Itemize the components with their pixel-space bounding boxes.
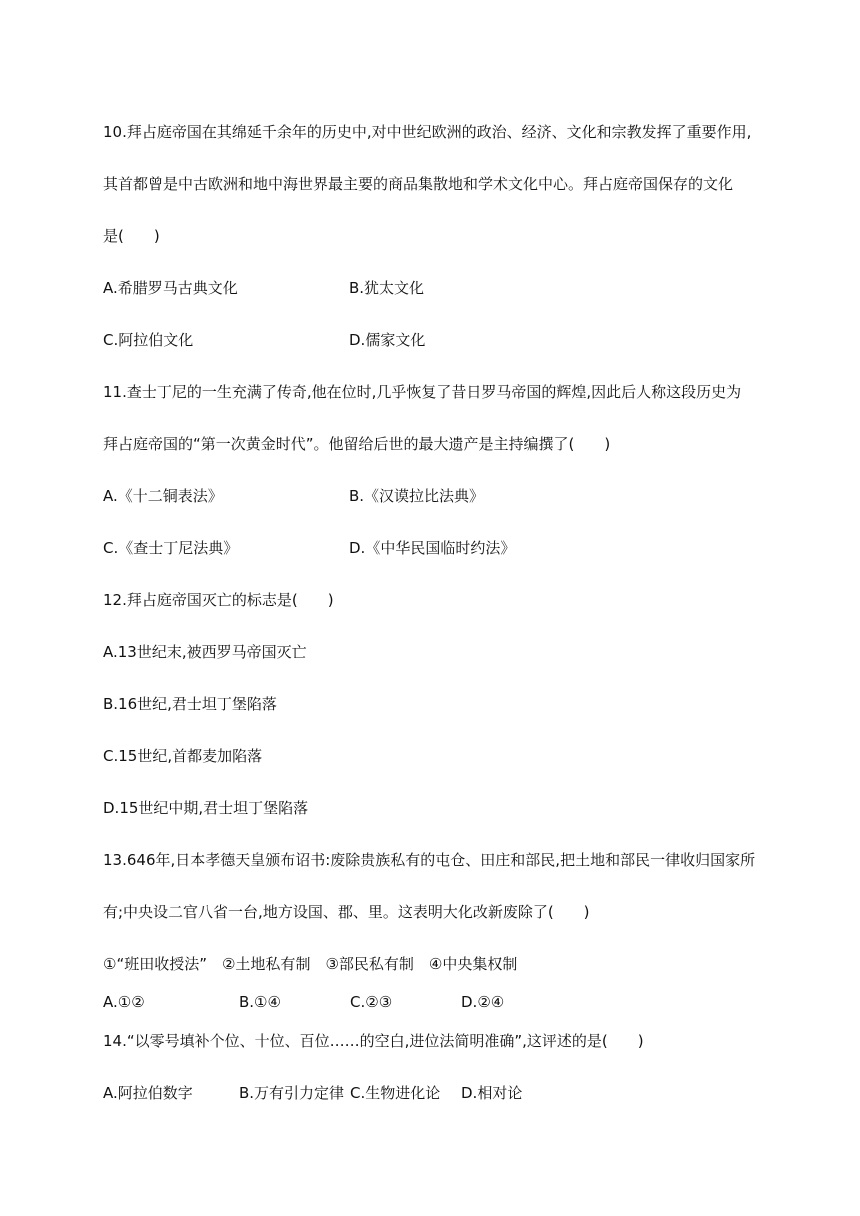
question-11-option-b: B.《汉谟拉比法典》 (349, 487, 485, 505)
question-12-option-a: A.13世纪末,被西罗马帝国灭亡 (103, 643, 307, 661)
question-10-line-1: 10.拜占庭帝国在其绵延千余年的历史中,对中世纪欧洲的政治、经济、文化和宗教发挥了重要作用, (103, 123, 752, 141)
question-11-line-2: 拜占庭帝国的“第一次黄金时代”。他留给后世的最大遗产是主持编撰了( ) (103, 435, 611, 453)
question-12-option-c: C.15世纪,首都麦加陷落 (103, 747, 263, 765)
question-12-option-d: D.15世纪中期,君士坦丁堡陷落 (103, 799, 309, 817)
question-13-statements: ①“班田收授法” ②土地私有制 ③部民私有制 ④中央集权制 (103, 955, 518, 973)
question-10-line-3: 是( ) (103, 227, 160, 245)
question-11-option-a: A.《十二铜表法》 (103, 487, 223, 505)
question-13-line-2: 有;中央设二官八省一台,地方设国、郡、里。这表明大化改新废除了( ) (103, 903, 590, 921)
question-10-line-2: 其首都曾是中古欧洲和地中海世界最主要的商品集散地和学术文化中心。拜占庭帝国保存的文化 (103, 175, 734, 193)
question-14-option-d: D.相对论 (461, 1084, 523, 1102)
question-10-option-b: B.犹太文化 (349, 279, 425, 297)
question-13-option-d: D.②④ (461, 993, 505, 1011)
question-13-option-c: C.②③ (350, 993, 393, 1011)
question-12-option-b: B.16世纪,君士坦丁堡陷落 (103, 695, 277, 713)
question-11-option-c: C.《查士丁尼法典》 (103, 539, 239, 557)
question-13-option-a: A.①② (103, 993, 145, 1011)
question-10-option-a: A.希腊罗马古典文化 (103, 279, 238, 297)
question-14-option-b: B.万有引力定律 (239, 1084, 345, 1102)
question-10-option-d: D.儒家文化 (349, 331, 426, 349)
question-11-line-1: 11.查士丁尼的一生充满了传奇,他在位时,几乎恢复了昔日罗马帝国的辉煌,因此后人称这段历史为 (103, 383, 742, 401)
question-12-line-1: 12.拜占庭帝国灭亡的标志是( ) (103, 591, 334, 609)
question-10-option-c: C.阿拉伯文化 (103, 331, 194, 349)
question-13-line-1: 13.646年,日本孝德天皇颁布诏书:废除贵族私有的屯仓、田庄和部民,把土地和部民一律收归国家所 (103, 851, 756, 869)
question-13-option-b: B.①④ (239, 993, 281, 1011)
question-14-option-a: A.阿拉伯数字 (103, 1084, 193, 1102)
question-14-option-c: C.生物进化论 (350, 1084, 441, 1102)
question-14-line-1: 14.“以零号填补个位、十位、百位……的空白,进位法简明准确”,这评述的是( ) (103, 1032, 644, 1050)
question-11-option-d: D.《中华民国临时约法》 (349, 539, 516, 557)
